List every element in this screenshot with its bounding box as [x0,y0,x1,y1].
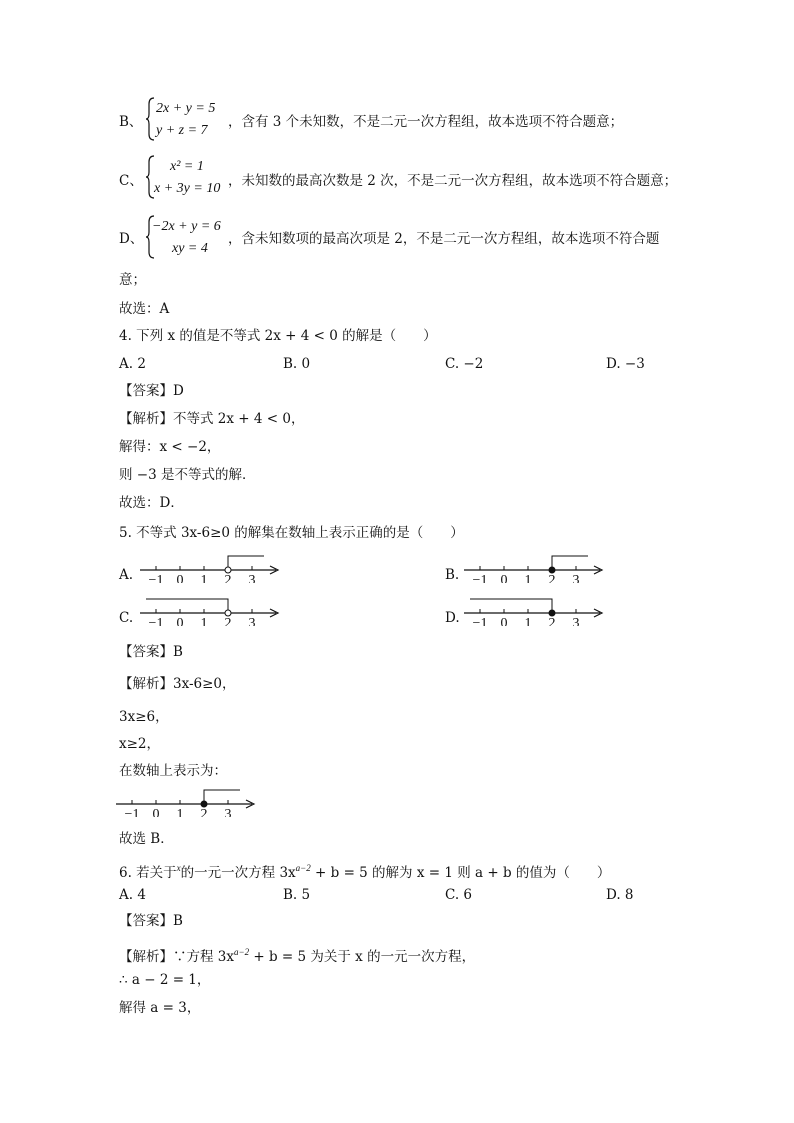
tick-label: 2 [548,573,556,583]
tick-label: 2 [200,807,208,817]
solution-ray [204,790,240,804]
tick-label: 1 [524,573,532,583]
q4-option-c: C. −2 [445,356,484,372]
tick-label: 0 [176,573,184,583]
q4-analysis-3: 则 −3 是不等式的解． [119,467,256,483]
q5-option-b-label: B. [445,567,460,583]
q4-question: 4. 下列 x 的值是不等式 2x + 4 < 0 的解是（ ） [119,328,437,344]
option-b-eq2: y + z = 7 [156,123,208,138]
option-d-text: ，含未知数项的最高次项是 2，不是二元一次方程组，故本选项不符合题 [228,231,660,247]
q5-question: 5. 不等式 3x-6≥0 的解集在数轴上表示正确的是（ ） [119,525,464,541]
open-point [225,610,231,616]
option-d-eq1: −2x + y = 6 [152,219,221,234]
q4-analysis-1: 【解析】不等式 2x + 4 < 0， [119,411,305,427]
q6-answer: 【答案】B [119,913,183,929]
q6-option-d: D. 8 [606,887,634,903]
option-c-system [146,154,236,200]
option-b-eq1: 2x + y = 5 [156,101,216,116]
q6-option-b: B. 5 [283,887,311,903]
solution-ray [228,556,264,570]
q5-choice: 故选 B． [119,831,174,847]
tick-label: −1 [148,573,164,583]
option-b-text: ，含有 3 个未知数，不是二元一次方程组，故本选项不符合题意； [228,114,624,130]
tick-label: 3 [248,573,256,583]
q5-option-c-label: C. [119,610,134,626]
tick-label: 0 [500,616,508,626]
tick-label: 1 [176,807,184,817]
tick-label: 2 [224,616,232,626]
tick-label: 0 [176,616,184,626]
q5-option-d-label: D. [445,610,460,626]
tick-label: 0 [152,807,160,817]
closed-point [549,567,555,573]
q6-option-c: C. 6 [445,887,473,903]
tick-label: 1 [524,616,532,626]
q6-question: 6. 若关于$^x$的一元一次方程 $3x^{a-2} + b = 5$ 的解为 x = 1 则 a + b 的值为（ ） [119,863,611,881]
q4-option-b: B. 0 [283,356,311,372]
q4-option-a: A. 2 [119,356,146,372]
q5-analysis-1: 【解析】3x-6≥0， [119,676,236,692]
closed-point [201,801,207,807]
q5-option-a-label: A. [119,567,134,583]
open-point [225,567,231,573]
option-b-label: B、 [119,114,143,130]
option-c-label: C、 [119,173,143,189]
q5-option-d-number-line [462,596,622,626]
q6-analysis-3: 解得 a = 3， [119,1000,201,1016]
q6-analysis-1: 【解析】∵方程 $3x^{a-2} + b = 5$ 为关于 x 的一元一次方程， [119,947,476,965]
option-d-text-cont: 意； [119,272,146,288]
q5-option-b-number-line [462,553,622,583]
q5-solution-number-line [114,787,274,817]
q3-choice: 故选：A [119,301,170,317]
tick-label: 2 [548,616,556,626]
q5-answer: 【答案】B [119,644,183,660]
tick-label: 0 [500,573,508,583]
solution-ray [470,599,552,613]
solution-ray [552,556,588,570]
q4-analysis-4: 故选：D． [119,495,184,511]
option-c-text: ，未知数的最高次数是 2 次，不是二元一次方程组，故本选项不符合题意； [228,173,678,189]
tick-label: 1 [200,616,208,626]
option-d-system [146,214,236,260]
q4-analysis-2: 解得：x < −2， [119,439,221,455]
solution-ray [146,599,228,613]
tick-label: −1 [472,616,488,626]
q5-analysis-4: 在数轴上表示为： [119,763,227,779]
brace-icon [146,96,156,142]
q5-option-a-number-line [138,553,298,583]
closed-point [549,610,555,616]
tick-label: 3 [572,616,580,626]
q5-option-c-number-line [138,596,298,626]
tick-label: 3 [248,616,256,626]
tick-label: −1 [472,573,488,583]
tick-label: 2 [224,573,232,583]
q4-option-d: D. −3 [606,356,645,372]
option-c-eq1: x² = 1 [170,159,204,174]
tick-label: 3 [224,807,232,817]
q4-answer: 【答案】D [119,383,184,399]
tick-label: 3 [572,573,580,583]
tick-label: 1 [200,573,208,583]
q6-option-a: A. 4 [119,887,146,903]
tick-label: −1 [124,807,140,817]
option-c-eq2: x + 3y = 10 [154,181,221,196]
q5-analysis-2: 3x≥6， [119,709,169,725]
tick-label: −1 [148,616,164,626]
option-d-label: D、 [119,231,144,247]
option-d-eq2: xy = 4 [172,241,208,256]
q5-analysis-3: x≥2， [119,736,161,752]
q6-analysis-2: ∴ a − 2 = 1， [119,972,211,988]
option-b-system [146,96,236,142]
